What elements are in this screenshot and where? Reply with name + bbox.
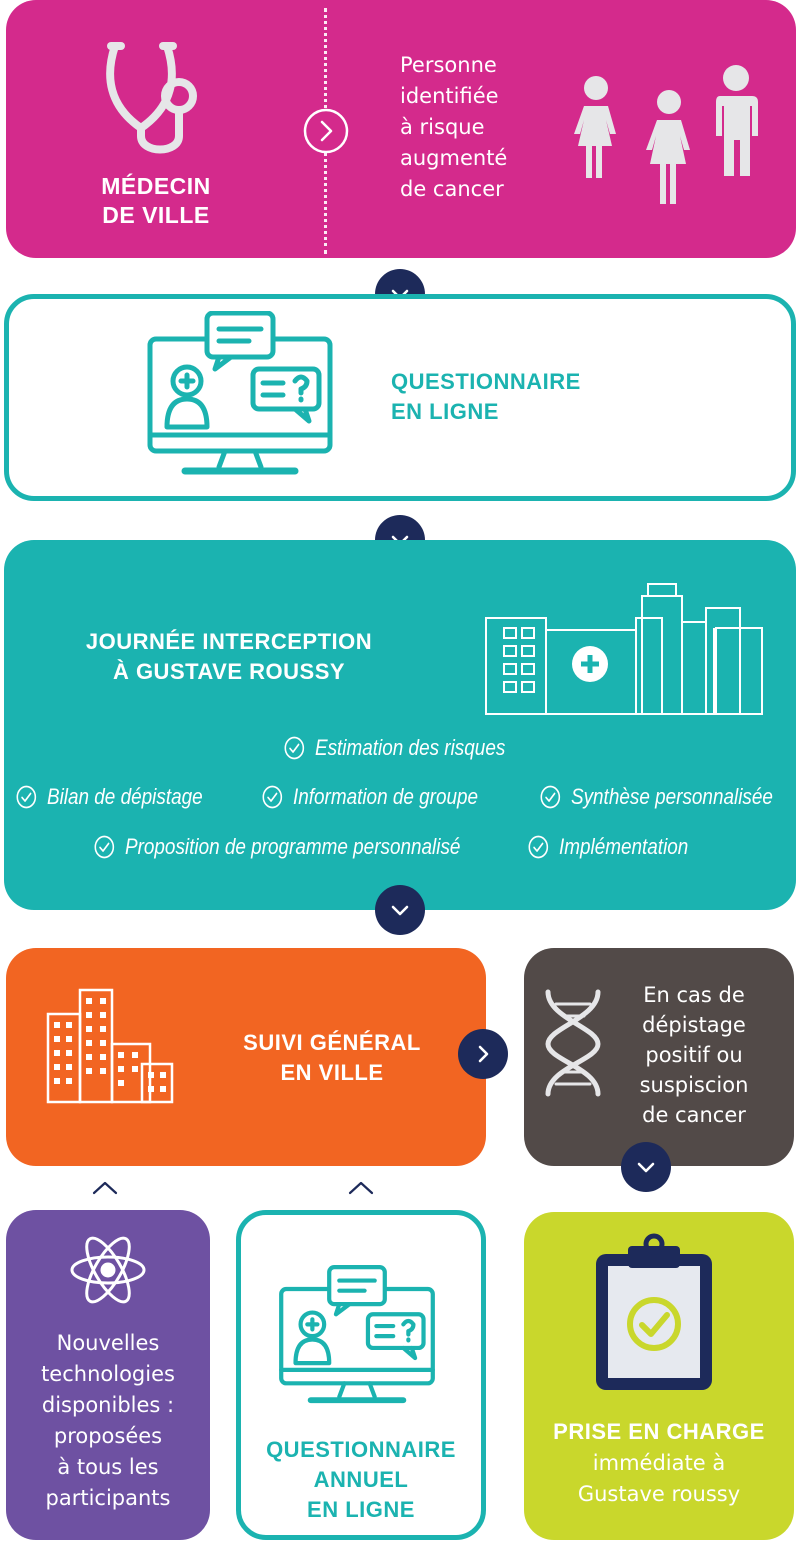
- family-icon: [566, 64, 766, 214]
- checklist-item-proposition: [94, 834, 460, 860]
- dna-icon: [538, 988, 610, 1098]
- chevron-up-icon: [348, 1180, 374, 1196]
- medecin-title-line-1: MÉDECIN: [101, 173, 211, 199]
- cas-line-2: dépistage: [642, 1013, 746, 1037]
- medecin-desc-line-1: Personne: [400, 53, 497, 77]
- technologies-line-1: Nouvelles: [56, 1331, 160, 1355]
- cas-line-3: positif ou: [645, 1043, 743, 1067]
- suivi-title-line-2: EN VILLE: [280, 1060, 384, 1085]
- medecin-title-line-2: DE VILLE: [102, 202, 210, 228]
- cas-line-4: suspiscion: [639, 1073, 749, 1097]
- stethoscope-icon: [101, 36, 221, 158]
- chevron-down-connector-3: [375, 885, 425, 935]
- checklist-label: Information de groupe: [292, 784, 479, 809]
- checklist-item-information: [262, 784, 478, 810]
- technologies-line-5: à tous les: [57, 1455, 159, 1479]
- step-medecin-de-ville: [6, 0, 796, 258]
- medecin-desc-line-2: identifiée: [400, 84, 499, 108]
- technologies-line-2: technologies: [41, 1362, 175, 1386]
- cas-line-5: de cancer: [642, 1103, 746, 1127]
- check-circle-icon: [16, 785, 37, 809]
- medecin-desc-line-5: de cancer: [400, 177, 504, 201]
- step-prise-en-charge: [524, 1212, 794, 1540]
- annuel-title-line-1: QUESTIONNAIRE: [266, 1437, 456, 1462]
- questionnaire-title-line-1: QUESTIONNAIRE: [391, 369, 581, 394]
- technologies-line-4: proposées: [53, 1424, 163, 1448]
- buildings-icon: [46, 986, 176, 1106]
- checklist-label: Estimation des risques: [314, 735, 506, 760]
- medecin-desc-line-3: à risque: [400, 115, 485, 139]
- questionnaire-title-line-2: EN LIGNE: [391, 399, 499, 424]
- technologies-line-6: participants: [45, 1486, 171, 1510]
- check-circle-icon: [528, 835, 549, 859]
- checklist-label: Synthèse personnalisée: [570, 784, 773, 809]
- annuel-title-line-2: ANNUEL: [313, 1467, 409, 1492]
- check-circle-icon: [94, 835, 115, 859]
- atom-icon: [68, 1232, 148, 1308]
- annuel-title-line-3: EN LIGNE: [307, 1497, 415, 1522]
- checklist-label: Bilan de dépistage: [46, 784, 203, 809]
- checklist-item-estimation: [284, 735, 505, 761]
- prise-text: [524, 1416, 794, 1510]
- check-circle-icon: [262, 785, 283, 809]
- online-questionnaire-icon: [277, 1265, 437, 1409]
- suivi-title: [222, 1028, 442, 1088]
- step-nouvelles-technologies: [6, 1210, 210, 1540]
- step-journee-interception: [4, 540, 796, 910]
- hospital-icon: [484, 582, 764, 718]
- step-questionnaire-annuel: [236, 1210, 486, 1540]
- cas-text: [610, 980, 778, 1130]
- check-circle-icon: [284, 736, 305, 760]
- prise-line-1: immédiate à: [592, 1451, 726, 1475]
- technologies-text: [6, 1328, 210, 1514]
- chevron-up-icon: [92, 1180, 118, 1196]
- checklist-label: Implémentation: [558, 834, 689, 859]
- chevron-right-icon: [303, 108, 349, 154]
- step-suivi-general: [6, 948, 486, 1166]
- technologies-line-3: disponibles :: [41, 1393, 175, 1417]
- prise-line-2: Gustave roussy: [577, 1482, 741, 1506]
- journee-title: [44, 627, 414, 687]
- online-questionnaire-icon: [145, 311, 335, 481]
- journee-title-line-1: JOURNÉE INTERCEPTION: [85, 629, 373, 654]
- step-cas-depistage: [524, 948, 794, 1166]
- checklist-label: Proposition de programme personnalisé: [124, 834, 461, 859]
- chevron-right-connector: [458, 1029, 508, 1079]
- questionnaire-title: [391, 367, 581, 427]
- checklist-item-bilan: [16, 784, 203, 810]
- suivi-title-line-1: SUIVI GÉNÉRAL: [243, 1030, 421, 1055]
- annuel-title: [241, 1435, 481, 1525]
- cas-line-1: En cas de: [643, 983, 745, 1007]
- chevron-down-connector-4: [621, 1142, 671, 1192]
- medecin-description: [400, 50, 507, 205]
- journee-title-line-2: À GUSTAVE ROUSSY: [112, 659, 346, 684]
- medecin-title: [76, 172, 236, 230]
- checklist-item-implementation: [528, 834, 688, 860]
- check-circle-icon: [540, 785, 561, 809]
- clipboard-check-icon: [592, 1232, 716, 1392]
- step-questionnaire-en-ligne: [4, 294, 796, 501]
- checklist-item-synthese: [540, 784, 773, 810]
- medecin-desc-line-4: augmenté: [400, 146, 508, 170]
- prise-title: PRISE EN CHARGE: [553, 1419, 765, 1444]
